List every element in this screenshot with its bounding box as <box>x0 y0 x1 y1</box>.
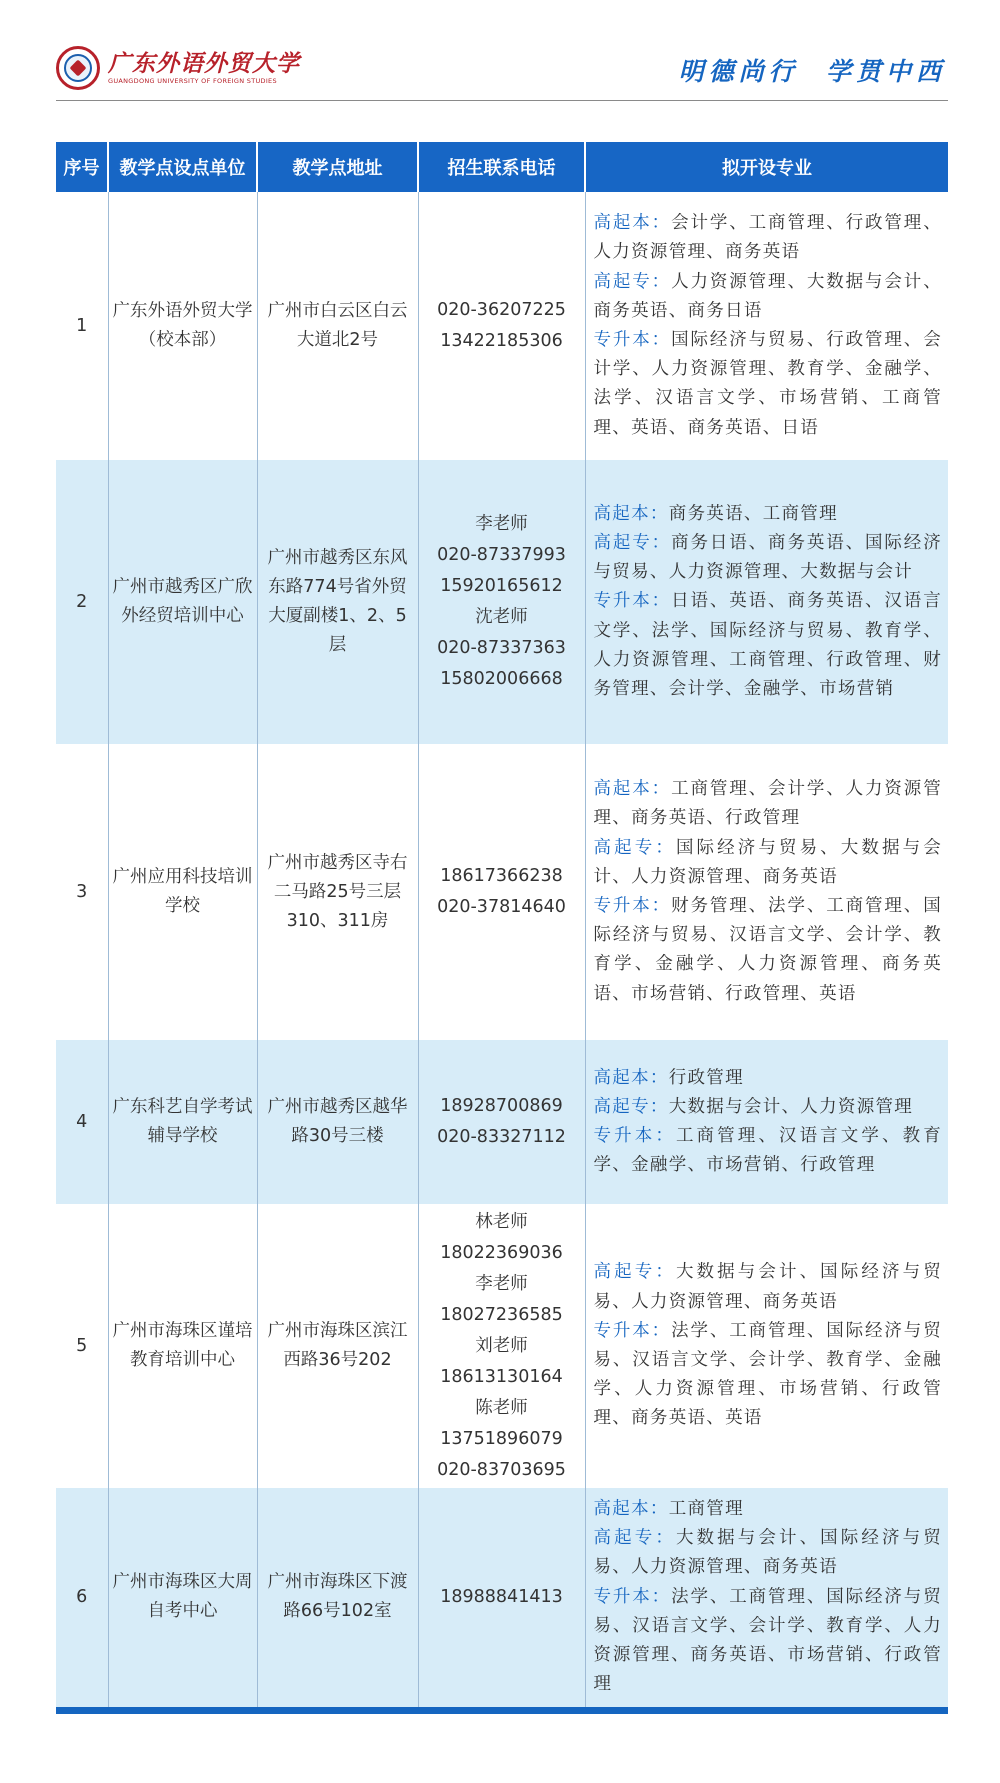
row-phones <box>418 192 585 460</box>
major-list: 大数据与会计、国际经济与贸易、人力资源管理、商务英语 <box>593 1528 943 1578</box>
phone-line: 刘老师 <box>475 1335 528 1356</box>
major-list: 工商管理、会计学、人力资源管理、商务英语、行政管理 <box>593 779 942 829</box>
row-address: 广州市海珠区滨江西路36号202 <box>257 1204 418 1488</box>
phone-line: 18928700869 <box>440 1096 563 1116</box>
phone-line: 18613130164 <box>440 1366 563 1387</box>
major-group <box>594 1122 943 1180</box>
major-list: 法学、工商管理、国际经济与贸易、汉语言文学、会计学、教育学、人力资源管理、商务英语、市场营销、行政管理 <box>593 1586 942 1695</box>
major-level-label: 高起本： <box>593 503 669 524</box>
major-list: 行政管理 <box>668 1067 744 1088</box>
phone-line: 15802006668 <box>440 669 563 689</box>
row-number: 4 <box>56 1040 108 1204</box>
major-group <box>594 775 943 833</box>
table-row <box>56 1040 948 1204</box>
phone-line: 李老师 <box>475 514 528 534</box>
table-row <box>56 192 948 460</box>
phone-line: 020-83703695 <box>437 1459 566 1480</box>
row-unit: 广州市海珠区谨培教育培训中心 <box>108 1204 257 1488</box>
major-level-label: 专升本： <box>593 1126 676 1146</box>
major-group <box>594 1317 943 1434</box>
major-list: 商务日语、商务英语、国际经济与贸易、人力资源管理、大数据与会计 <box>593 532 942 583</box>
major-level-label: 专升本： <box>593 591 672 612</box>
major-group <box>594 268 943 326</box>
row-majors <box>585 1204 948 1488</box>
row-majors <box>585 1040 948 1204</box>
row-number: 3 <box>56 744 108 1040</box>
row-unit: 广州应用科技培训学校 <box>108 744 257 1040</box>
major-list: 法学、工商管理、国际经济与贸易、汉语言文学、会计学、教育学、金融学、人力资源管理、市场营销、行政管理、商务英语、英语 <box>593 1320 942 1429</box>
major-level-label: 高起本： <box>593 213 672 234</box>
major-group <box>594 892 943 1009</box>
row-unit: 广州市越秀区广欣外经贸培训中心 <box>108 460 257 744</box>
phone-line: 020-37814640 <box>437 897 566 917</box>
major-level-label: 高起专： <box>593 1096 669 1117</box>
header-no: 序号 <box>56 142 108 192</box>
phone-line: 陈老师 <box>475 1397 528 1418</box>
phone-line: 13751896079 <box>440 1428 563 1449</box>
major-group <box>594 1583 943 1700</box>
phone-line: 沈老师 <box>475 607 528 627</box>
major-group <box>594 326 943 443</box>
major-level-label: 高起专： <box>593 532 672 553</box>
row-majors <box>585 192 948 460</box>
phone-line: 020-87337993 <box>437 545 566 565</box>
page-header <box>56 30 948 101</box>
row-number: 1 <box>56 192 108 460</box>
major-list: 大数据与会计、国际经济与贸易、人力资源管理、商务英语 <box>593 1262 943 1312</box>
major-list: 国际经济与贸易、大数据与会计、人力资源管理、商务英语 <box>593 837 943 887</box>
row-majors <box>585 460 948 744</box>
table-row <box>56 460 948 744</box>
major-level-label: 高起专： <box>593 837 676 858</box>
row-phones <box>418 1488 585 1710</box>
major-group <box>594 500 943 529</box>
table-row <box>56 1488 948 1710</box>
major-level-label: 高起专： <box>593 1528 676 1549</box>
university-logo <box>56 44 300 92</box>
phone-line: 18027236585 <box>440 1304 563 1325</box>
table-header-row <box>56 142 948 192</box>
table-row <box>56 1204 948 1488</box>
major-group <box>594 1093 943 1122</box>
university-seal-icon <box>56 46 100 90</box>
logo-chinese-name: 广东外语外贸大学 <box>108 49 300 77</box>
major-level-label: 高起专： <box>593 1262 676 1283</box>
row-address: 广州市越秀区越华路30号三楼 <box>257 1040 418 1204</box>
row-address: 广州市越秀区东风东路774号省外贸大厦副楼1、2、5层 <box>257 460 418 744</box>
major-list: 大数据与会计、人力资源管理 <box>668 1096 914 1117</box>
major-group <box>594 1258 943 1316</box>
major-level-label: 专升本： <box>593 896 672 916</box>
table-row <box>56 744 948 1040</box>
phone-line: 18988841413 <box>440 1586 563 1607</box>
major-group <box>594 834 943 892</box>
row-address: 广州市越秀区寺右二马路25号三层310、311房 <box>257 744 418 1040</box>
row-phones <box>418 744 585 1040</box>
phone-line: 020-83327112 <box>437 1127 566 1147</box>
row-number: 2 <box>56 460 108 744</box>
phone-line: 020-87337363 <box>437 638 566 658</box>
teaching-sites-table <box>56 142 948 1714</box>
row-phones <box>418 1040 585 1204</box>
major-level-label: 高起本： <box>593 1499 669 1520</box>
header-phone: 招生联系电话 <box>418 142 585 192</box>
major-list: 日语、英语、商务英语、汉语言文学、法学、国际经济与贸易、教育学、人力资源管理、工商管理、行政管理、财务管理、会计学、金融学、市场营销 <box>593 591 942 699</box>
major-group <box>594 1524 943 1582</box>
major-group <box>594 209 943 267</box>
phone-line: 13422185306 <box>440 331 563 351</box>
major-list: 会计学、工商管理、行政管理、人力资源管理、商务英语 <box>593 213 942 263</box>
row-unit: 广东科艺自学考试辅导学校 <box>108 1040 257 1204</box>
major-list: 工商管理 <box>668 1499 744 1520</box>
row-majors <box>585 1488 948 1710</box>
university-motto: 明德尚行 学贯中西 <box>678 57 946 86</box>
major-list: 工商管理、汉语言文学、教育学、金融学、市场营销、行政管理 <box>593 1126 943 1176</box>
major-list: 财务管理、法学、工商管理、国际经济与贸易、汉语言文学、会计学、教育学、金融学、人力资源管理、商务英语、市场营销、行政管理、英语 <box>593 896 942 1004</box>
phone-line: 林老师 <box>475 1211 528 1232</box>
major-level-label: 高起本： <box>593 1067 669 1088</box>
header-unit: 教学点设点单位 <box>108 142 257 192</box>
major-list: 人力资源管理、大数据与会计、商务英语、商务日语 <box>593 271 942 321</box>
row-majors <box>585 744 948 1040</box>
phone-line: 15920165612 <box>440 576 563 596</box>
major-group <box>594 1064 943 1093</box>
logo-english-name: GUANGDONG UNIVERSITY OF FOREIGN STUDIES <box>108 76 277 85</box>
phone-line: 020-36207225 <box>437 300 566 320</box>
major-list: 国际经济与贸易、行政管理、会计学、人力资源管理、教育学、金融学、法学、汉语言文学、市场营销、工商管理、英语、商务英语、日语 <box>593 330 942 438</box>
header-address: 教学点地址 <box>257 142 418 192</box>
major-group <box>594 587 943 704</box>
row-unit: 广州市海珠区大周自考中心 <box>108 1488 257 1710</box>
row-phones <box>418 1204 585 1488</box>
row-unit: 广东外语外贸大学（校本部） <box>108 192 257 460</box>
major-level-label: 专升本： <box>593 330 672 350</box>
phone-line: 18617366238 <box>440 866 563 886</box>
row-address: 广州市海珠区下渡路66号102室 <box>257 1488 418 1710</box>
major-group <box>594 1495 943 1524</box>
phone-line: 李老师 <box>475 1273 528 1294</box>
major-level-label: 专升本： <box>593 1320 672 1341</box>
row-number: 5 <box>56 1204 108 1488</box>
major-group <box>594 529 943 587</box>
major-level-label: 高起专： <box>593 271 672 292</box>
row-number: 6 <box>56 1488 108 1710</box>
row-phones <box>418 460 585 744</box>
row-address: 广州市白云区白云大道北2号 <box>257 192 418 460</box>
major-level-label: 专升本： <box>593 1586 672 1607</box>
major-list: 商务英语、工商管理 <box>668 503 838 524</box>
header-majors: 拟开设专业 <box>585 142 948 192</box>
major-level-label: 高起本： <box>593 779 672 800</box>
phone-line: 18022369036 <box>440 1242 563 1263</box>
